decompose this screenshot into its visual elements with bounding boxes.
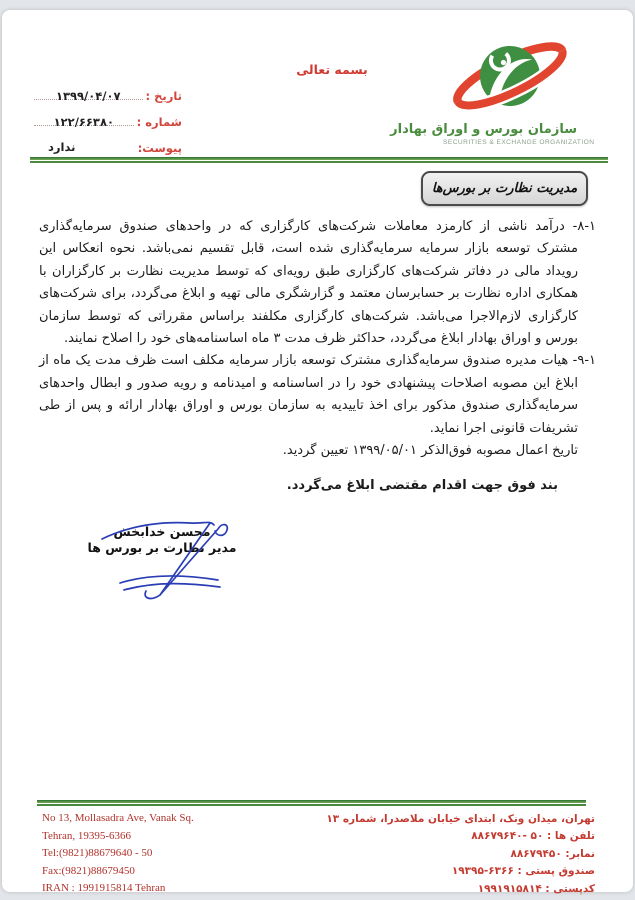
letter-page xyxy=(2,10,633,895)
date-row xyxy=(32,80,182,106)
signer-title: مدیر نظارت بر بورس ها xyxy=(87,540,237,555)
attachment-label: پیوست: xyxy=(137,141,182,155)
footer-address-en xyxy=(42,810,312,898)
clause-9-1: ۹-۱- هیات مدیره صندوق سرمایه‌گذاری مشترک توسعه بازار سرمایه مکلف است ظرف مدت یک ماه از ابلاغ این مصوبه اصلاحات پیشنهادی خود را در اساسنامه و امیدنامه و رویه صدور و ابطال واحدهای سرمایه‌گذاری صندوق مذکور برای اخذ تاییدیه به سازمان بورس و اوراق بهادار ارائه و پس از طی تشریفات قانونی اجرا نماید. xyxy=(39,353,596,436)
attachment-row xyxy=(32,132,182,158)
footer-line-fa: تهران، میدان ونک، ابتدای خیابان ملاصدرا، شماره ۱۳ xyxy=(326,813,595,825)
number-value: ۱۲۲/۶۶۳۸۰ xyxy=(53,115,114,129)
footer-line-en: IRAN : 1991915814 Tehran xyxy=(42,882,166,895)
seo-globe-logo-icon xyxy=(446,30,574,122)
department-title: مدیریت نظارت بر بورس‌ها xyxy=(431,181,578,196)
footer-line-fa: صندوق پستی : ۶۳۶۶-۱۹۳۹۵ xyxy=(451,865,595,878)
footer-address-fa xyxy=(285,811,595,898)
org-name-en: SECURITIES & EXCHANGE ORGANIZATION xyxy=(443,139,595,146)
action-line: بند فوق جهت اقدام مقتضی ابلاغ می‌گردد. xyxy=(286,478,558,494)
footer-line-en: Tehran, 19395-6366 xyxy=(42,829,132,842)
effective-date-line: تاریخ اعمال مصوبه فوق‌الذکر ۱۳۹۹/۰۵/۰۱ تعیین گردید. xyxy=(282,443,578,459)
signature-block xyxy=(77,524,247,556)
header-divider xyxy=(30,157,608,163)
number-dotted-line xyxy=(34,114,134,129)
signer-name: محسن خدابخش xyxy=(113,524,211,539)
footer-line-fa: نمابر: ۸۸۶۷۹۴۵۰ xyxy=(510,847,595,860)
footer-line-en: Fax:(9821)88679450 xyxy=(42,864,135,877)
footer-line-fa: تلفن ها : ۵۰ -۸۸۶۷۹۶۴۰ xyxy=(471,830,595,843)
letter-body xyxy=(39,216,596,498)
footer-line-fa: کدپستی : ۱۹۹۱۹۱۵۸۱۴ xyxy=(477,882,595,895)
date-dotted-line xyxy=(34,88,143,103)
date-label: تاریخ : xyxy=(145,89,182,103)
footer-line-en: Tel:(9821)88679640 - 50 xyxy=(42,847,153,860)
org-logo-block xyxy=(390,30,595,146)
letter-meta xyxy=(32,80,182,158)
clause-8-1: ۸-۱- درآمد ناشی از کارمزد معاملات شرکت‌های کارگزاری که در واحدهای صندوق سرمایه‌گذاری مشترک توسعه بازار سرمایه سرمایه‌گذاری شده است، قابل تقسیم نمی‌باشد. نحوه انعکاس این رویداد مالی در دفاتر شرکت‌های کارگزاری طبق رویه‌ای که توسط مدیریت نظارت بر کارگزاران با همکاری اداره نظارت بر حسابرسان معتمد و گزارشگری مالی تهیه و ابلاغ می‌گردد، برای شرکت‌های کارگزاری لازم‌الاجرا می‌باشد. شرکت‌های کارگزاری مکلفند براساس مقرراتی که توسط سازمان بورس و اوراق بهادار ابلاغ می‌گردد، حداکثر ظرف مدت ۳ ماه اساسنامه‌های خود را اصلاح نمایند. xyxy=(39,219,596,347)
footer-divider xyxy=(37,800,586,806)
date-value: ۱۳۹۹/۰۴/۰۷ xyxy=(55,89,121,103)
number-row xyxy=(32,106,182,132)
bismillah-text: بسمه تعالی xyxy=(296,62,368,77)
footer-line-en: No 13, Mollasadra Ave, Vanak Sq. xyxy=(42,812,194,824)
org-name-fa: سازمان بورس و اوراق بهادار xyxy=(390,122,577,137)
department-title-box xyxy=(421,171,588,206)
number-label: شماره : xyxy=(136,115,182,129)
attachment-value: ندارد xyxy=(48,140,76,154)
